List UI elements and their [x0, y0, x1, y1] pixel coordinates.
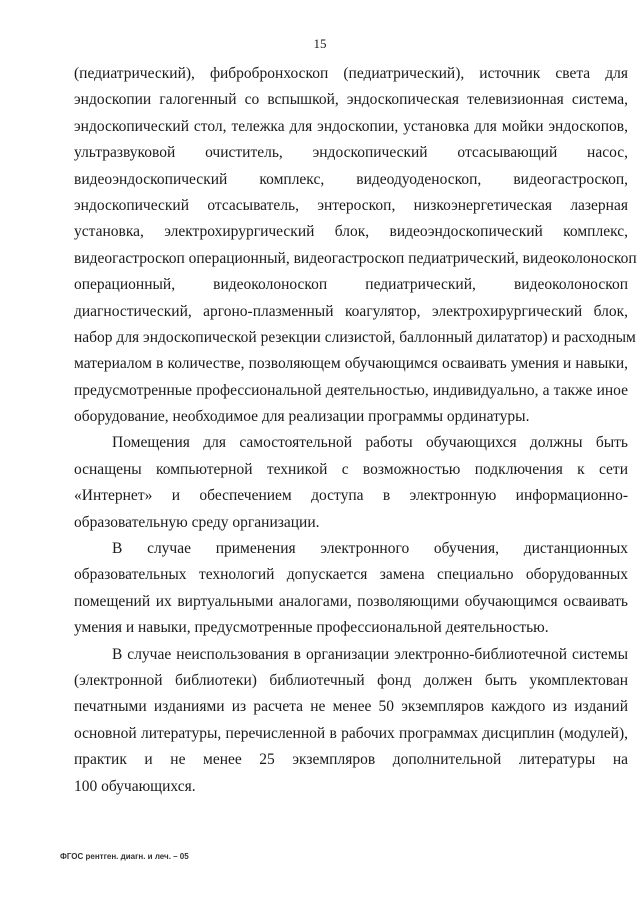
text-line: «Интернет» и обеспечением доступа в электронную информационно-: [74, 487, 628, 505]
text-line: (электронной библиотеки) библиотечный фонд должен быть укомплектован: [74, 671, 628, 689]
text-line: операционный, видеоколоноскоп педиатрический, видеоколоноскоп: [74, 276, 628, 294]
text-line: (педиатрический), фибробронхоскоп (педиатрический), источник света для: [74, 65, 628, 82]
text-line: умения и навыки, предусмотренные профессиональной деятельностью.: [74, 619, 549, 637]
text-line: материалом в количестве, позволяющем обучающимся осваивать умения и навыки,: [74, 355, 628, 373]
text-line: оснащены компьютерной техникой с возможностью подключения к сети: [74, 460, 628, 478]
text-line: предусмотренные профессиональной деятельностью, индивидуально, а также иное: [74, 381, 628, 399]
text-line: помещений их виртуальными аналогами, позволяющими обучающимся осваивать: [74, 592, 628, 610]
text-line: видеогастроскоп операционный, видеогастроскоп педиатрический, видеоколоноскоп: [74, 249, 637, 267]
paragraph-equipment-list: [74, 61, 637, 430]
text-line: эндоскопии галогенный со вспышкой, эндоскопическая телевизионная система,: [74, 91, 628, 109]
text-line: эндоскопический отсасыватель, энтероскоп, низкоэнергетическая лазерная: [74, 196, 628, 214]
text-line: ультразвуковой очиститель, эндоскопический отсасывающий насос,: [74, 144, 628, 162]
text-line: В случае неиспользования в организации электронно-библиотечной системы: [112, 645, 628, 663]
footer-note: ФГОС рентген. диагн. и леч. – 05: [60, 852, 189, 861]
text-line: образовательную среду организации.: [74, 513, 320, 531]
paragraph-e-learning: [74, 536, 628, 642]
body-text: [74, 61, 637, 800]
text-line: набор для эндоскопической резекции слизистой, баллонный дилататор) и расходным: [74, 328, 636, 346]
paragraph-library-fund: [74, 642, 628, 800]
text-line: В случае применения электронного обучения, дистанционных: [112, 540, 628, 558]
text-line: эндоскопический стол, тележка для эндоскопии, установка для мойки эндоскопов,: [74, 117, 628, 135]
page-number: 15: [313, 36, 327, 51]
text-line: практик и не менее 25 экземпляров дополнительной литературы на: [74, 751, 628, 769]
text-line: образовательных технологий допускается замена специально оборудованных: [74, 566, 628, 584]
text-line: диагностический, аргоно-плазменный коагулятор, электрохирургический блок,: [74, 302, 628, 320]
text-line: основной литературы, перечисленной в рабочих программах дисциплин (модулей),: [74, 724, 628, 742]
text-line: 100 обучающихся.: [74, 777, 196, 795]
paragraph-self-study-rooms: [74, 430, 628, 536]
text-line: оборудование, необходимое для реализации программы ординатуры.: [74, 408, 530, 426]
text-line: Помещения для самостоятельной работы обучающихся должны быть: [112, 434, 628, 452]
text-line: установка, электрохирургический блок, видеоэндоскопический комплекс,: [74, 223, 628, 241]
text-line: видеоэндоскопический комплекс, видеодуоденоскоп, видеогастроскоп,: [74, 170, 628, 188]
text-line: печатными изданиями из расчета не менее 50 экземпляров каждого из изданий: [74, 698, 628, 716]
